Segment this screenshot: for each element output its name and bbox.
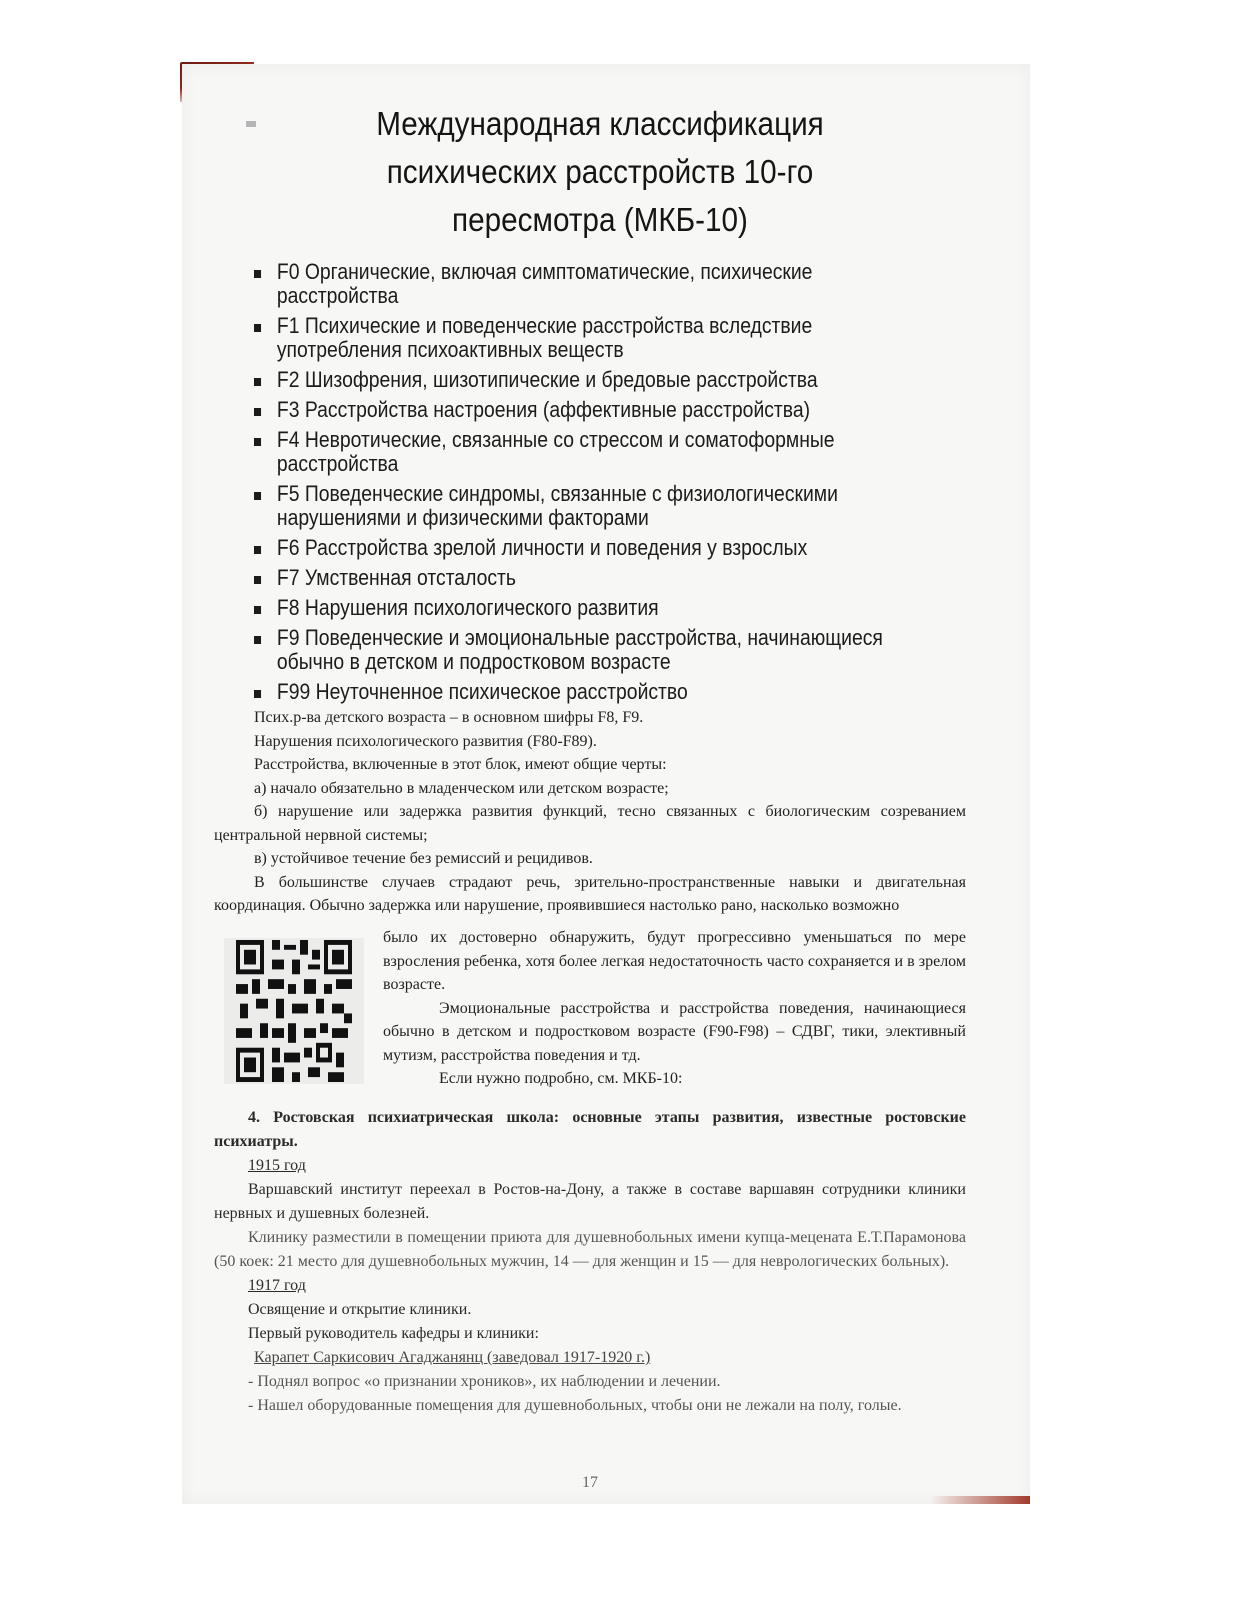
list-item [254,428,884,476]
section-heading: 4. Ростовская психиатрическая школа: основные этапы развития, известные ростовские психиатры. [214,1109,966,1150]
list-item-text: F1 Психические и поведенческие расстройства вследствие употребления психоактивных веществ [276,313,813,362]
list-item [254,566,884,590]
list-item-text: F9 Поведенческие и эмоциональные расстройства, начинающиеся обычно в детском и подростковом возрасте [276,625,883,674]
paragraph: Нарушения психологического развития (F80-F89). [254,732,597,750]
list-item: - Нашел оборудованные помещения для душевнобольных, чтобы они не лежали на полу, голые. [248,1397,902,1414]
list-item: - Поднял вопрос «о признании хроников», их наблюдении и лечении. [248,1373,721,1390]
paragraph: было их достоверно обнаружить, будут прогрессивно уменьшаться по мере взросления ребенка, хотя более легкая недостаточность часто сохраняется и в зрелом возрасте. [383,929,966,993]
list-item-text: F6 Расстройства зрелой личности и поведения у взрослых [276,535,808,560]
list-item-text: F5 Поведенческие синдромы, связанные с физиологическими нарушениями и физическими факторами [276,481,838,530]
paragraph: Освящение и открытие клиники. [248,1301,472,1318]
list-item-text: F0 Органические, включая симптоматические, психические расстройства [276,259,813,308]
list-item [254,314,884,362]
slide-title: Международная классификация психических расстройств 10-го пересмотра (МКБ-10) [376,105,824,238]
qr-code-icon [236,940,352,1082]
list-item [254,680,884,704]
paragraph: Если нужно подробно, см. МКБ-10: [439,1070,683,1087]
list-item [254,398,884,422]
year-label: 1915 год [248,1157,306,1174]
list-item [254,482,884,530]
list-item [254,536,884,560]
paragraph: Первый руководитель кафедры и клиники: [248,1325,539,1342]
square-bullet-icon [254,690,261,698]
list-item [254,260,884,308]
rostov-school-section [214,1106,966,1418]
paragraph: Псих.р-ва детского возраста – в основном шифры F8, F9. [254,709,644,726]
square-bullet-icon [254,324,261,332]
square-bullet-icon [254,546,261,554]
text-beside-qr [383,926,966,1091]
paragraph: Варшавский институт переехал в Ростов-на-Дону, а также в составе варшавян сотрудники клиники нервных и душевных болезней. [214,1181,966,1222]
paragraph: В большинстве случаев страдают речь, зрительно-пространственные навыки и двигательная координация. Обычно задержка или нарушение, проявившиеся настолько рано, насколько возможно [214,873,966,914]
square-bullet-icon [254,270,261,278]
paragraph: б) нарушение или задержка развития функций, тесно связанных с биологическим созреванием центральной нервной системы; [214,803,966,844]
year-label: 1917 год [248,1277,306,1294]
paragraph: Клинику разместили в помещении приюта для душевнобольных имени купца-мецената Е.Т.Парамонова (50 коек: 21 место для душевнобольных мужчин, 14 — для женщин и 15 — для неврологических больных). [214,1229,966,1270]
list-item [254,368,884,392]
square-bullet-icon [254,408,261,416]
square-bullet-icon [254,378,261,386]
icd10-category-list [254,260,934,710]
square-bullet-icon [254,438,261,446]
list-item-text: F2 Шизофрения, шизотипические и бредовые расстройства [276,367,818,392]
list-item [254,626,884,674]
cover-edge-decoration-bottom [930,1496,1030,1504]
list-item-text: F8 Нарушения психологического развития [276,595,659,620]
paragraph: Эмоциональные расстройства и расстройства поведения, начинающиеся обычно в детском и подростковом возрасте (F90-F98) – СДВГ, тики, элективный мутизм, расстройства поведения и тд. [383,999,966,1064]
paragraph: в) устойчивое течение без ремиссий и рецидивов. [254,850,593,867]
person-name: Карапет Саркисович Агаджанянц (заведовал 1917-1920 г.) [254,1349,651,1366]
body-text [214,706,966,918]
slide-marker [246,121,256,127]
square-bullet-icon [254,576,261,584]
page-number: 17 [582,1474,598,1491]
list-item-text: F3 Расстройства настроения (аффективные расстройства) [276,397,811,422]
square-bullet-icon [254,636,261,644]
list-item-text: F4 Невротические, связанные со стрессом и соматоформные расстройства [276,427,835,476]
list-item-text: F99 Неуточненное психическое расстройство [276,679,688,704]
qr-code[interactable] [224,938,364,1084]
square-bullet-icon [254,492,261,500]
square-bullet-icon [254,606,261,614]
list-item-text: F7 Умственная отсталость [276,565,516,590]
paragraph: Расстройства, включенные в этот блок, имеют общие черты: [254,756,667,773]
list-item [254,596,884,620]
paragraph: а) начало обязательно в младенческом или детском возрасте; [254,779,669,797]
